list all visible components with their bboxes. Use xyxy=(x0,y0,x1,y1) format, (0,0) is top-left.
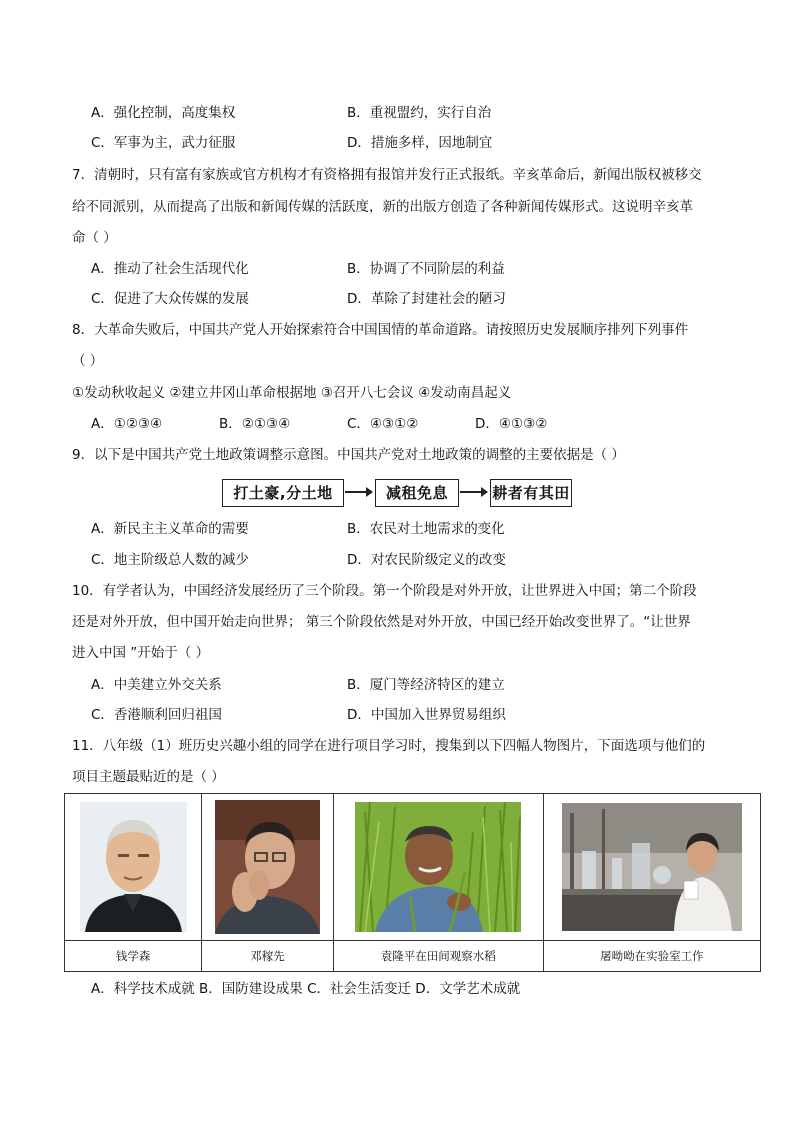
flow-arrow-2 xyxy=(460,491,486,493)
q9-option-b: B．农民对土地需求的变化 xyxy=(347,521,505,537)
q10-stem-line3: 进入中国 ”开始于（ ） xyxy=(72,645,210,661)
flow-step-3: 耕者有其田 xyxy=(490,479,572,507)
q8-option-c: C．④③①② xyxy=(347,416,419,432)
q7-option-d: D．革除了封建社会的陋习 xyxy=(347,291,506,307)
portrait-photo-qian-xuesen xyxy=(80,802,187,932)
q6-option-b: B．重视盟约，实行自治 xyxy=(347,105,492,121)
q11-options: A．科学技术成就 B．国防建设成果 C．社会生活变迁 D．文学艺术成就 xyxy=(91,981,521,997)
q6-option-d: D．措施多样，因地制宜 xyxy=(347,135,493,151)
q6-option-c: C．军事为主，武力征服 xyxy=(91,135,236,151)
q9-stem-line1: 9．以下是中国共产党土地政策调整示意图。中国共产党对土地政策的调整的主要依据是（ ） xyxy=(72,447,625,463)
q7-stem-line2: 给不同派别，从而提高了出版和新闻传媒的活跃度，新的出版方创造了各种新闻传媒形式。这说明辛亥革 xyxy=(72,199,693,215)
q10-option-c: C．香港顺利回归祖国 xyxy=(91,707,222,723)
q11-stem-line1: 11．八年级（1）班历史兴趣小组的同学在进行项目学习时，搜集到以下四幅人物图片，下面选项与他们的 xyxy=(72,738,706,754)
photo-tu-youyou-laboratory xyxy=(562,803,742,931)
q8-option-b: B．②①③④ xyxy=(219,416,291,432)
q8-stem-line2: （ ） xyxy=(72,353,104,369)
caption-2: 邓稼先 xyxy=(202,941,333,972)
q7-option-c: C．促进了大众传媒的发展 xyxy=(91,291,249,307)
q7-option-b: B．协调了不同阶层的利益 xyxy=(347,261,505,277)
flow-arrow-1 xyxy=(345,491,371,493)
q8-option-d: D．④①③② xyxy=(475,416,548,432)
caption-3: 袁隆平在田间观察水稻 xyxy=(333,941,543,972)
photo-cell-4 xyxy=(543,794,760,941)
q10-stem-line1: 10．有学者认为，中国经济发展经历了三个阶段。第一个阶段是对外开放，让世界进入中国；第二个阶段 xyxy=(72,583,697,599)
q9-option-c: C．地主阶级总人数的减少 xyxy=(91,552,249,568)
portrait-photo-deng-jiaxian xyxy=(215,800,320,934)
photo-yuan-longping-rice-field xyxy=(355,802,521,932)
q11-stem-line2: 项目主题最贴近的是（ ） xyxy=(72,769,225,785)
q9-option-a: A．新民主主义革命的需要 xyxy=(91,521,249,537)
q7-stem-line3: 命（ ） xyxy=(72,230,117,246)
q8-option-a: A．①②③④ xyxy=(91,416,163,432)
q7-option-a: A．推动了社会生活现代化 xyxy=(91,261,249,277)
caption-1: 钱学森 xyxy=(65,941,202,972)
q8-events: ①发动秋收起义 ②建立井冈山革命根据地 ③召开八七会议 ④发动南昌起义 xyxy=(72,385,512,401)
photo-cell-3 xyxy=(333,794,543,941)
q10-option-b: B．厦门等经济特区的建立 xyxy=(347,677,505,693)
q8-stem-line1: 8．大革命失败后，中国共产党人开始探索符合中国国情的革命道路。请按照历史发展顺序排列下列事件 xyxy=(72,322,689,338)
people-photo-table xyxy=(64,793,761,972)
q10-option-a: A．中美建立外交关系 xyxy=(91,677,222,693)
q6-option-a: A．强化控制，高度集权 xyxy=(91,105,236,121)
q10-option-d: D．中国加入世界贸易组织 xyxy=(347,707,506,723)
land-policy-flow-diagram xyxy=(222,479,572,507)
flow-step-1: 打土豪,分土地 xyxy=(222,479,344,507)
caption-4: 屠呦呦在实验室工作 xyxy=(543,941,760,972)
photo-cell-1 xyxy=(65,794,202,941)
q9-option-d: D．对农民阶级定义的改变 xyxy=(347,552,506,568)
q7-stem-line1: 7．清朝时，只有富有家族或官方机构才有资格拥有报馆并发行正式报纸。辛亥革命后，新闻出版权被移交 xyxy=(72,167,702,183)
q10-stem-line2: 还是对外开放，但中国开始走向世界； 第三个阶段依然是对外开放，中国已经开始改变世界了。“让世界 xyxy=(72,614,691,630)
flow-step-2: 减租免息 xyxy=(375,479,459,507)
photo-cell-2 xyxy=(202,794,333,941)
